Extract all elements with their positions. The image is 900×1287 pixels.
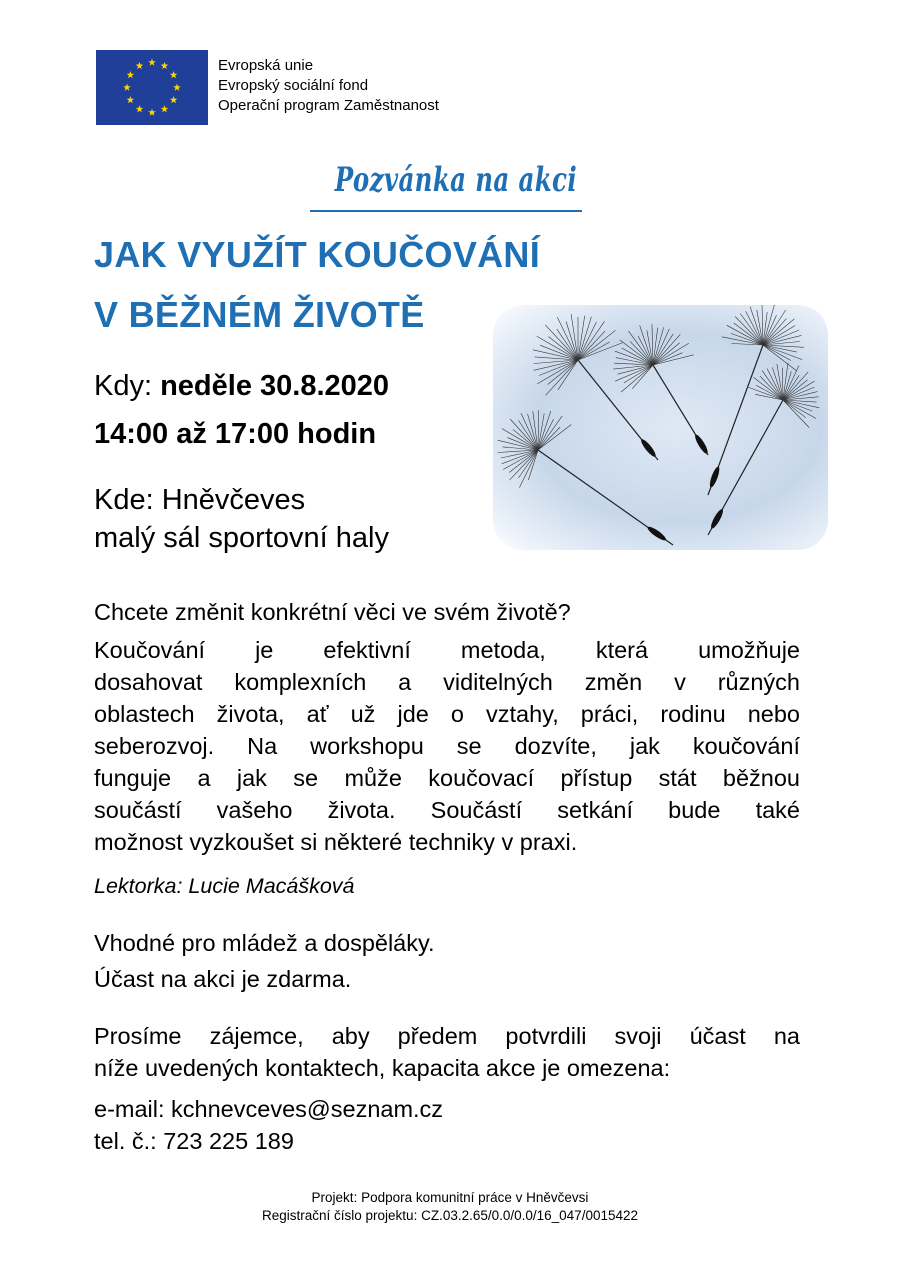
body-line: dosahovat komplexních a viditelných změn v různých [94,669,800,695]
eu-star-icon [170,71,178,78]
when-label: Kdy: [94,370,161,402]
seed-icon [708,305,804,495]
body-line: oblastech života, ať už jde o vztahy, práci, rodinu nebo [94,701,800,727]
footer-project: Projekt: Podpora komunitní práce v Hněvčevsi [311,1190,589,1205]
body-paragraph [94,634,800,858]
eu-star-icon [161,62,169,69]
eu-star-icon [136,62,144,69]
eu-stars-icon [96,50,208,125]
eu-star-icon [170,96,178,103]
eu-line-programme: Operační program Zaměstnanost [218,97,439,114]
seed-icon [613,324,709,455]
eu-header-text [218,56,439,116]
eu-star-icon [161,105,169,112]
eu-star-icon [127,71,135,78]
dandelion-seeds-icon [493,305,828,550]
seed-icon [533,314,658,460]
eu-line-fund: Evropský sociální fond [218,77,369,94]
free-entry: Účast na akci je zdarma. [94,966,352,992]
suitable-for: Vhodné pro mládež a dospěláky. [94,930,435,956]
event-time: 14:00 až 17:00 hodin [94,418,377,450]
body-line: Koučování je efektivní metoda, která umožňuje [94,637,800,663]
lector-name: Lektorka: Lucie Macášková [94,874,355,898]
request-line: níže uvedených kontaktech, kapacita akce je omezena: [94,1055,671,1081]
event-where: Kde: Hněvčeves [94,484,306,516]
eu-line-union: Evropská unie [218,57,314,74]
body-line: funguje a jak se může koučovací přístup stát běžnou [94,765,800,791]
seed-icon [498,410,673,545]
when-date: neděle 30.8.2020 [160,370,390,402]
body-question: Chcete změnit konkrétní věci ve svém životě? [94,599,571,625]
body-line: seberozvoj. Na workshopu se dozvíte, jak koučování [94,733,800,759]
event-title-line2: V BĚŽNÉM ŽIVOTĚ [94,294,425,335]
invite-underline [310,210,582,212]
request-line: Prosíme zájemce, aby předem potvrdili svoji účast na [94,1023,800,1049]
body-line: součástí vašeho života. Součástí setkání bude také [94,797,800,823]
body-line: možnost vyzkoušet si některé techniky v praxi. [94,829,578,855]
event-place: malý sál sportovní haly [94,522,389,554]
dandelion-seeds-drawing [493,305,828,550]
contact-email: e-mail: kchnevceves@seznam.cz [94,1096,444,1122]
eu-star-icon [127,96,135,103]
eu-star-icon [148,109,156,116]
eu-star-icon [123,84,131,91]
event-when [94,370,389,403]
event-title-line1: JAK VYUŽÍT KOUČOVÁNÍ [94,234,541,275]
footer-registration: Registrační číslo projektu: CZ.03.2.65/0.0/0.0/16_047/0015422 [262,1208,638,1223]
registration-request [94,1020,800,1084]
eu-star-icon [148,59,156,66]
contact-phone: tel. č.: 723 225 189 [94,1128,294,1154]
eu-star-icon [136,105,144,112]
eu-star-icon [173,84,181,91]
eu-flag-icon [96,50,208,125]
invite-heading: Pozvánka na akci [334,160,577,200]
